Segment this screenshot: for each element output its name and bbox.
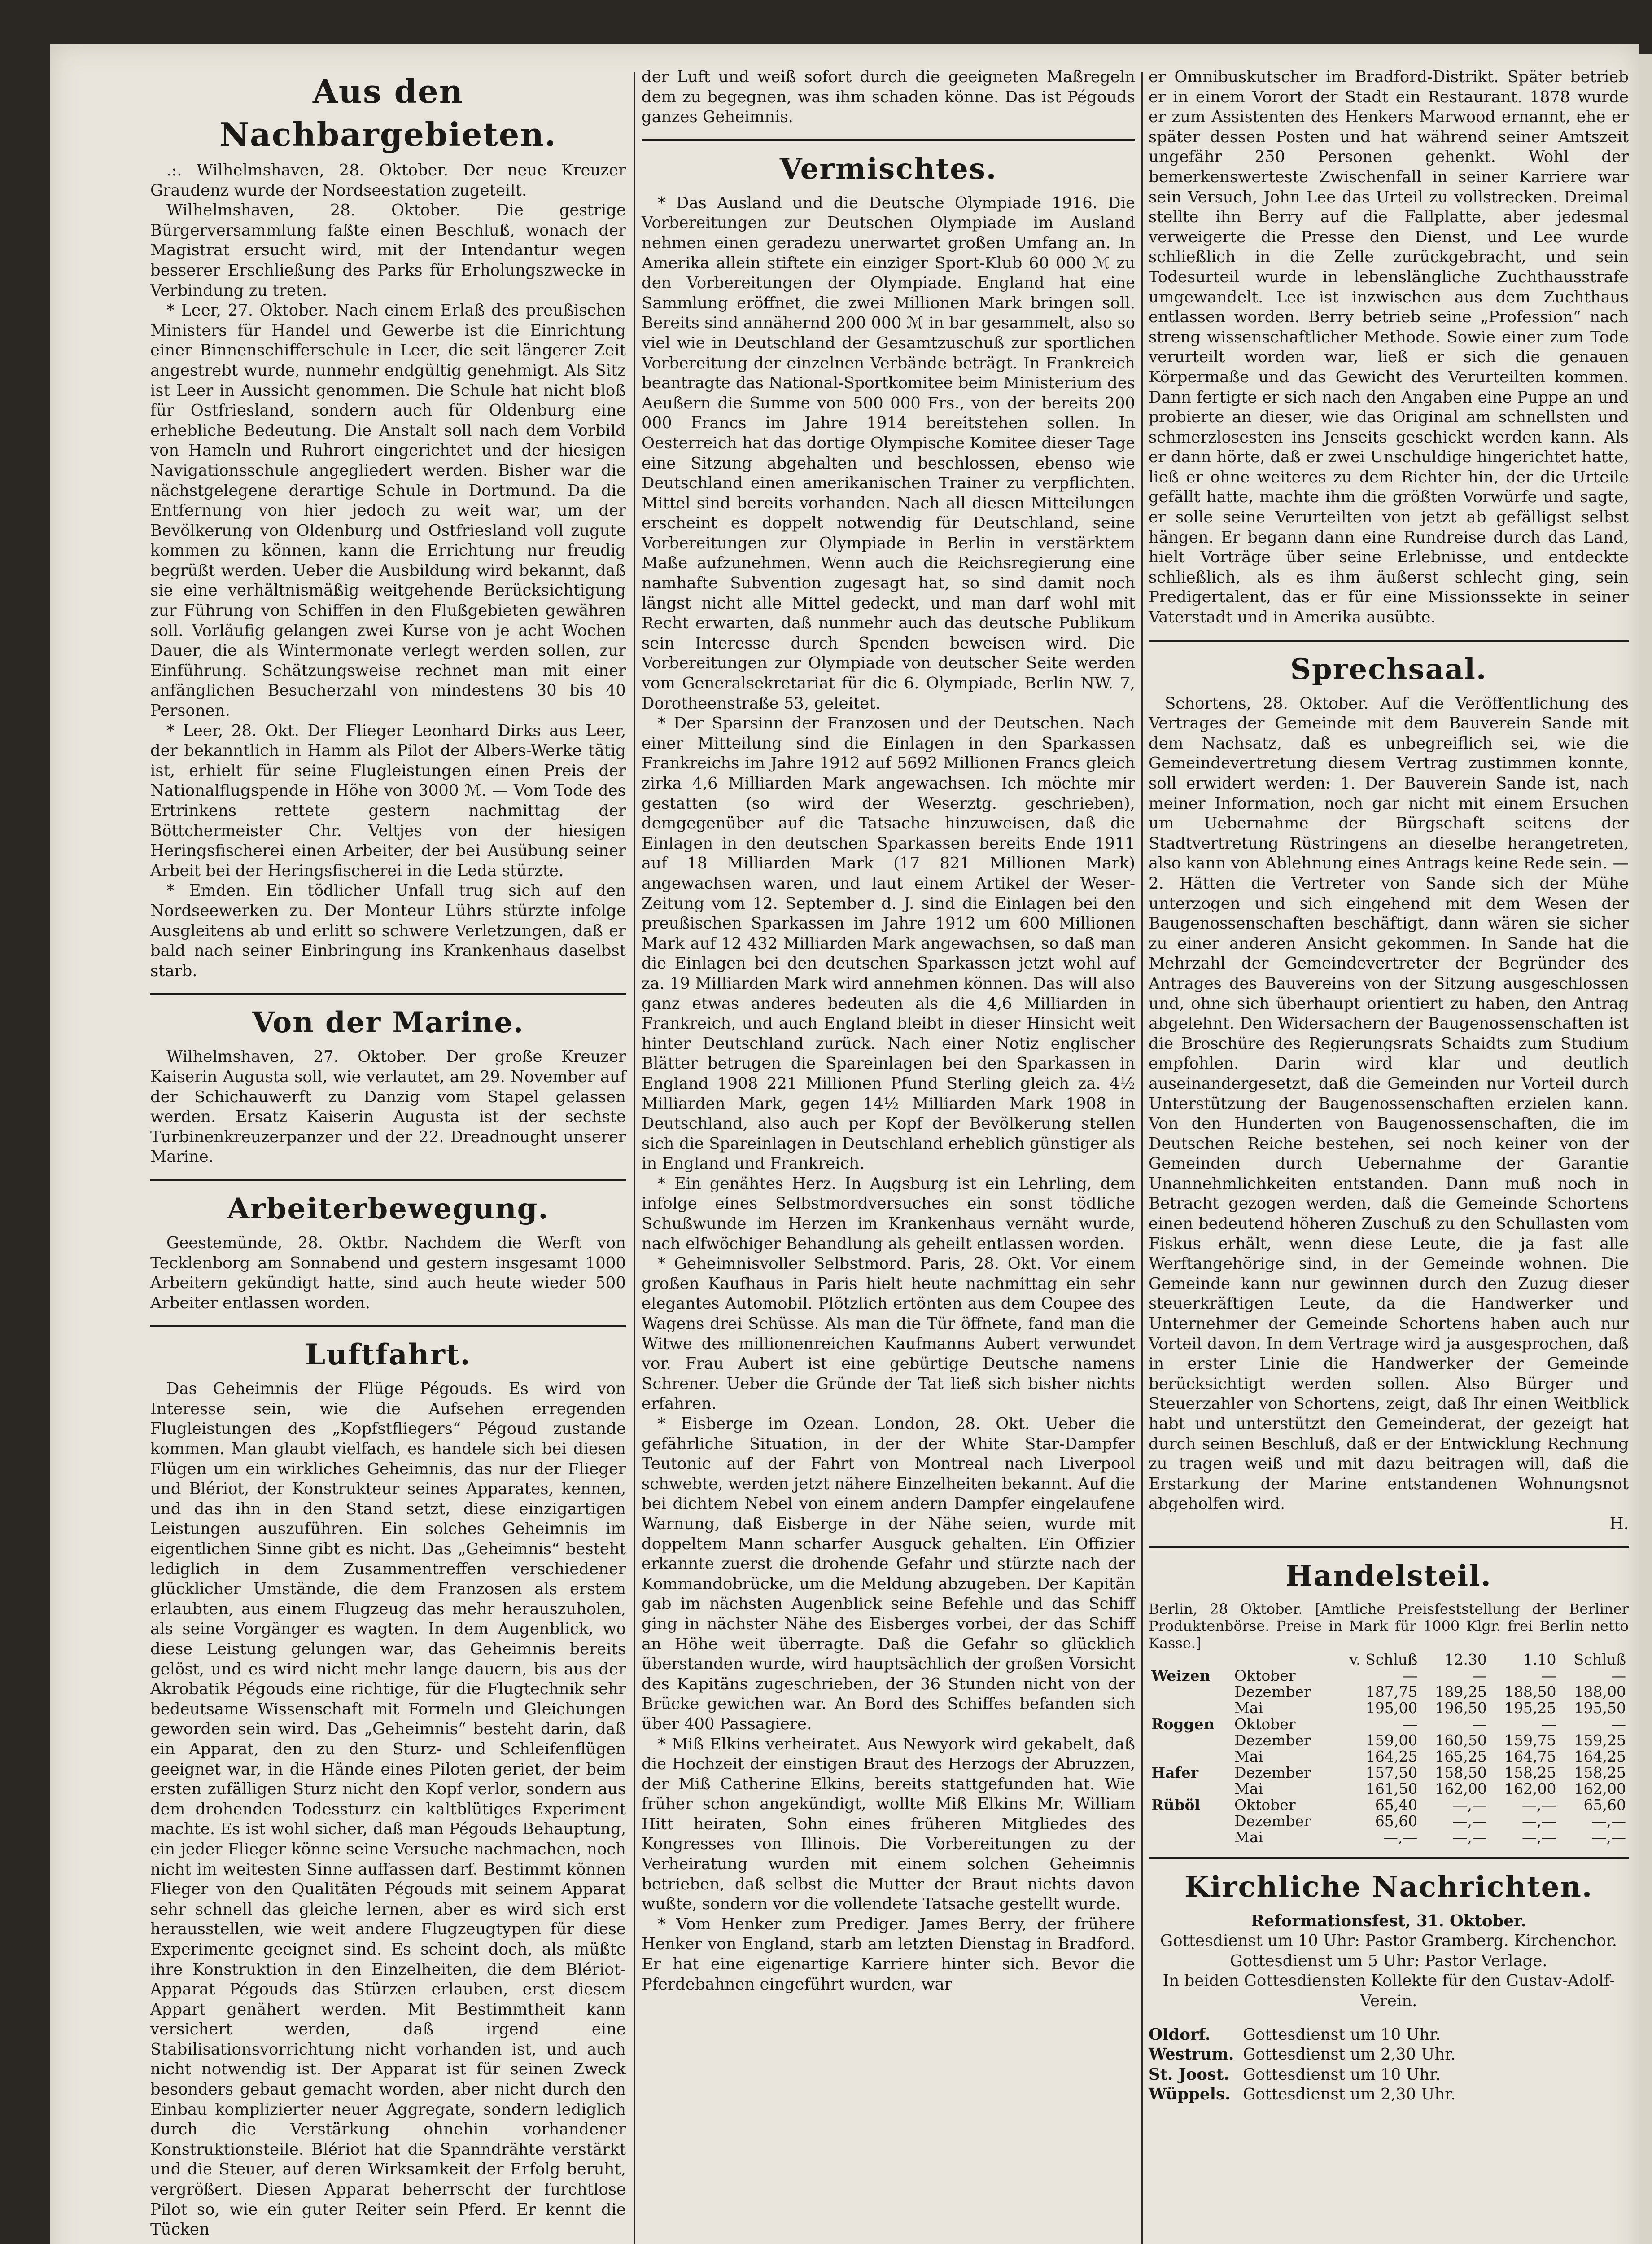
price-cell: 164,75 — [1504, 1747, 1556, 1765]
month-label: Mai — [1234, 1779, 1263, 1797]
table-row — [1149, 1749, 1629, 1765]
price-cell: 159,25 — [1574, 1731, 1626, 1749]
price-cell: 189,25 — [1435, 1683, 1487, 1701]
service-row — [1149, 2065, 1629, 2085]
table-row — [1149, 1781, 1629, 1797]
news-item: * Emden. Ein tödlicher Unfall trug sich auf den Nordseewerken zu. Der Monteur Lührs stürzte infolge Ausgleitens ab und erlitt so schwere Verletzungen, daß er bald nach seiner Einbringung ins Krankenhaus daselbst starb. — [150, 881, 626, 980]
news-item: * Ein genähtes Herz. In Augsburg ist ein Lehrling, dem infolge eines Selbstmordversuches ein sonst tödliche Schußwunde im Herzen im Krankenhaus vernäht wurde, nach elfwöchiger Behandlung als geheilt entlassen worden. — [642, 1174, 1135, 1253]
price-cell: — — [1403, 1666, 1418, 1684]
section-rule — [1149, 640, 1629, 642]
price-cell: 195,25 — [1504, 1699, 1556, 1717]
section-rule — [642, 139, 1135, 141]
place-name: Oldorf. — [1149, 2025, 1211, 2044]
month-label: Oktober — [1234, 1666, 1296, 1684]
price-cell: — — [1611, 1715, 1626, 1733]
service-time: Gottesdienst um 2,30 Uhr. — [1243, 2045, 1456, 2064]
news-item: * Geheimnisvoller Selbstmord. Paris, 28. Okt. Vor einem großen Kaufhaus in Paris hielt heute nachmittag ein sehr elegantes Automobil. Plötzlich ertönten aus dem Coupee des Wagens drei Schüsse. Als man die Tür öffnete, fand man die Witwe des millionenreichen Kaufmanns Aubert verwundet vor. Frau Aubert ist eine gebürtige Deutsche namens Schrener. Ueber die Gründe der Tat ließ sich bisher nichts erfahren. — [642, 1254, 1135, 1413]
column-header: 12.30 — [1444, 1650, 1487, 1668]
price-cell: 162,00 — [1504, 1779, 1556, 1797]
section-rule — [1149, 1857, 1629, 1859]
news-item: Wilhelmshaven, 28. Oktober. Die gestrige Bürgerversammlung faßte einen Beschluß, wonach der Magistrat ersucht wird, mit der Intendantur wegen besserer Erschließung des Parks für Erholungszwecke in Verbindung zu treten. — [150, 201, 626, 300]
continued-text: er Omnibuskutscher im Bradford-Distrikt. Später betrieb er in einem Vorort der Stadt ein Restaurant. 1878 wurde er zum Assistenten des Henkers Marwood ernannt, ehe er später dessen Posten und hat während seiner Amtszeit ungefähr 250 Personen gehenkt. Wohl der bemerkenswerteste Zwischenfall in seiner Karriere war sein Versuch, John Lee das Urteil zu vollstrecken. Dreimal stellte ihn Berry auf die Fallplatte, aber jedesmal verweigerte die Presse den Dienst, und Lee wurde schließlich in die Zelle zurückgebracht, und sein Todesurteil wurde in lebenslängliche Zuchthausstrafe umgewandelt. Lee ist inzwischen aus dem Zuchthaus entlassen worden. Berry betrieb seine „Profession“ nach streng wissenschaftlicher Methode. Sowie einer zum Tode verurteilt worden war, ließ er sich die genauen Körpermaße und das Gewicht des Verurteilten kommen. Dann fertigte er sich nach den Angaben eine Puppe an und probierte an dieser, wie das Original am schnellsten und schmerzlosesten ins Jenseits geschickt werden kann. Als er dann hörte, daß er zwei Unschuldige hingerichtet hatte, ließ er ohne weiteres zu dem Richter hin, der die Urteile gefällt hatte, machte ihm die größten Vorwürfe und sagte, er solle seine Verurteilten von jetzt ab gefälligst selbst hängen. Er begann dann eine Rundreise durch das Land, hielt Vorträge über seine Erlebnisse, und entdeckte schließlich, als es ihm äußerst schlecht ging, sein Predigertalent, das er für eine Missionssekte in seiner Vaterstadt und in Amerika ausübte. — [1149, 68, 1629, 627]
price-cell: 162,00 — [1574, 1779, 1626, 1797]
section-heading: Arbeiterbewegung. — [227, 1192, 549, 1226]
price-cell: —,— — [1591, 1812, 1626, 1830]
commodity-label — [1149, 1684, 1232, 1700]
column-header: Schluß — [1573, 1650, 1626, 1668]
section-rule — [150, 1179, 626, 1181]
table-row — [1149, 1716, 1629, 1732]
column-3 — [1149, 67, 1629, 2105]
commodity-label: Weizen — [1151, 1666, 1211, 1684]
service-time: Gottesdienst um 2,30 Uhr. — [1243, 2085, 1456, 2104]
price-cell: 188,50 — [1504, 1683, 1556, 1701]
news-item: Wilhelmshaven, 27. Oktober. Der große Kreuzer Kaiserin Augusta soll, wie verlautet, am 29. November auf der Schichauwerft zu Danzig vom Stapel gelassen werden. Ersatz Kaiserin Augusta ist der sechste Turbinenkreuzerpanzer und der 22. Dreadnought unserer Marine. — [150, 1047, 626, 1166]
signature: H. — [1609, 1514, 1629, 1533]
section-heading: Handelsteil. — [1285, 1559, 1492, 1593]
service-row — [1149, 2025, 1629, 2045]
column-divider — [1141, 72, 1143, 2244]
price-cell: 162,00 — [1435, 1779, 1487, 1797]
service-time: Gottesdienst um 10 Uhr. — [1243, 2025, 1441, 2044]
service-time: Gottesdienst um 10 Uhr. — [1243, 2065, 1441, 2084]
commodity-label — [1149, 1732, 1232, 1749]
price-cell: — — [1472, 1666, 1487, 1684]
price-cell: — — [1541, 1666, 1556, 1684]
commodity-label — [1149, 1829, 1232, 1845]
column-1 — [150, 67, 626, 2240]
market-header: Berlin, 28 Oktober. [Amtliche Preisfeststellung der Berliner Produktenbörse. Preise in Mark für 1000 Klgr. frei Berlin netto Kasse.] — [1149, 1600, 1629, 1652]
price-cell: 165,25 — [1435, 1747, 1487, 1765]
month-label: Dezember — [1234, 1683, 1311, 1701]
place-name: Wüppels. — [1149, 2085, 1231, 2104]
price-cell: —,— — [1522, 1812, 1556, 1830]
commodity-label: Hafer — [1151, 1763, 1199, 1781]
news-item: * Eisberge im Ozean. London, 28. Okt. Ueber die gefährliche Situation, in der der White Star-Dampfer Teutonic auf der Fahrt von Montreal nach Liverpool schwebte, werden jetzt nähere Einzelheiten bekannt. Auf die bei dichtem Nebel von einem andern Dampfer eingelaufene Warnung, daß Eisberge in der Nähe seien, wurde mit doppeltem Mann scharfer Ausguck gehalten. Ein Offizier erkannte zuerst die drohende Gefahr und stürzte nach der Kommandobrücke, um die Meldung abzugeben. Der Kapitän gab im nächsten Augenblick seine Befehle und das Schiff ging in nächster Nähe des Eisberges vorbei, der das Schiff an Höhe weit überragte. Daß die Gefahr so glücklich überstanden wurde, wird hauptsächlich der großen Vorsicht des Kapitäns zugeschrieben, der 36 Stunden nicht von der Brücke gewichen war. An Bord des Schiffes befanden sich über 400 Passagiere. — [642, 1415, 1135, 1733]
church-service: Gottesdienst um 10 Uhr: Pastor Gramberg. Kirchenchor. — [1160, 1932, 1617, 1950]
price-cell: 157,50 — [1365, 1763, 1418, 1781]
table-row — [1149, 1797, 1629, 1813]
news-item: * Vom Henker zum Prediger. James Berry, der frühere Henker von England, starb am letzten Dienstag in Bradford. Er hat eine eigenartige Karriere hinter sich. Bevor die Pferdebahnen eingeführt wurden, war — [642, 1915, 1135, 1994]
price-cell: —,— — [1522, 1796, 1556, 1814]
church-event: Reformationsfest, 31. Oktober. — [1251, 1911, 1526, 1930]
table-row — [1149, 1765, 1629, 1781]
price-cell: 164,25 — [1574, 1747, 1626, 1765]
price-cell: 160,50 — [1435, 1731, 1487, 1749]
price-cell: 188,00 — [1574, 1683, 1626, 1701]
news-item: * Der Sparsinn der Franzosen und der Deutschen. Nach einer Mitteilung sind die Einlagen in den Sparkassen Frankreichs im Jahre 1912 auf 5692 Millionen Francs gleich zirka 4,6 Milliarden Mark angewachsen. Ich möchte mir gestatten (so wird der Weserztg. geschrieben), demgegenüber auf die Tatsache hinzuweisen, daß die Einlagen in den deutschen Sparkassen bereits Ende 1911 auf 18 Milliarden Mark (17 821 Millionen Mark) angewachsen waren, und laut einem Artikel der Weser-Zeitung vom 12. September d. J. sind die Einlagen bei den preußischen Sparkassen im Jahre 1912 um 600 Millionen Mark auf 12 432 Milliarden Mark angewachsen, so daß man die Einlagen bei den deutschen Sparkassen jetzt wohl auf za. 19 Milliarden Mark wird annehmen können. Das will also ganz etwas anderes bedeuten als die 4,6 Milliarden in Frankreich, und auch England bleibt in dieser Hinsicht weit hinter Deutschland zurück. Nach einer Notiz englischer Blätter betrugen die Spareinlagen bei den Sparkassen in England 1908 221 Millionen Pfund Sterling gleich za. 4½ Milliarden Mark, gegen 14½ Milliarden Mark 1908 in Deutschland, also auch per Kopf der Bevölkerung stellen sich die Spareinlagen in Deutschland erheblich günstiger als in England und Frankreich. — [642, 714, 1135, 1173]
price-cell: 195,00 — [1365, 1699, 1418, 1717]
price-table — [1149, 1652, 1629, 1845]
news-item: * Leer, 27. Oktober. Nach einem Erlaß des preußischen Ministers für Handel und Gewerbe ist die Einrichtung einer Binnenschifferschule in Leer, die seit längerer Zeit angestrebt wurde, nunmehr endgültig genehmigt. Als Sitz ist Leer in Aussicht genommen. Die Schule hat nicht bloß für Ostfriesland, sondern auch für Oldenburg eine erhebliche Bedeutung. Die Anstalt soll nach dem Vorbild von Hameln und Ruhrort eingerichtet und der hiesigen Navigationsschule angegliedert werden. Bisher war die nächstgelegene derartige Schule in Dortmund. Da die Entfernung von hier jedoch zu weit war, um der Bevölkerung von Oldenburg und Ostfriesland voll zugute kommen zu können, kann die Errichtung nur freudig begrüßt werden. Ueber die Ausbildung wird bekannt, daß sie eine verhältnismäßig weitgehende Berücksichtigung zur Führung von Schiffen in den Flußgebieten gewähren soll. Vorläufig gelangen zwei Kurse von je acht Wochen Dauer, die als Wintermonate verlegt werden sollen, zur Einführung. Schätzungsweise rechnet man mit einer anfänglichen Besucherzahl von mindestens 30 bis 40 Personen. — [150, 301, 626, 720]
section-rule — [150, 1325, 626, 1327]
section-rule — [150, 993, 626, 995]
price-cell: —,— — [1452, 1796, 1487, 1814]
price-cell: — — [1403, 1715, 1418, 1733]
price-cell: — — [1611, 1666, 1626, 1684]
section-heading: Sprechsaal. — [1290, 652, 1487, 686]
price-cell: —,— — [1452, 1828, 1487, 1846]
price-cell: 187,75 — [1365, 1683, 1418, 1701]
place-name: St. Joost. — [1149, 2065, 1229, 2084]
column-2 — [642, 67, 1135, 1994]
price-cell: 159,75 — [1504, 1731, 1556, 1749]
commodity-label — [1149, 1781, 1232, 1797]
church-service: Gottesdienst um 5 Uhr: Pastor Verlage. — [1230, 1951, 1547, 1970]
price-cell: 164,25 — [1365, 1747, 1418, 1765]
commodity-label — [1149, 1813, 1232, 1829]
church-collection: In beiden Gottesdiensten Kollekte für den Gustav-Adolf-Verein. — [1163, 1972, 1615, 2010]
table-header-row — [1149, 1652, 1629, 1668]
price-cell: —,— — [1452, 1812, 1487, 1830]
service-list — [1149, 2025, 1629, 2105]
section-heading: Kirchliche Nachrichten. — [1184, 1870, 1593, 1904]
section-heading: Von der Marine. — [252, 1006, 524, 1040]
commodity-label: Roggen — [1151, 1715, 1215, 1733]
month-label: Oktober — [1234, 1715, 1296, 1733]
price-cell: 65,40 — [1375, 1796, 1418, 1814]
column-header: v. Schluß — [1349, 1650, 1418, 1668]
continued-text: der Luft und weiß sofort durch die geeigneten Maßregeln dem zu begegnen, was ihm schaden könne. Das ist Pégouds ganzes Geheimnis. — [642, 68, 1135, 127]
price-cell: —,— — [1522, 1828, 1556, 1846]
table-row — [1149, 1700, 1629, 1716]
price-cell: 159,00 — [1365, 1731, 1418, 1749]
commodity-label — [1149, 1700, 1232, 1716]
section-heading: Vermischtes. — [779, 152, 997, 186]
section-heading: Aus den Nachbargebieten. — [219, 72, 557, 153]
table-row — [1149, 1813, 1629, 1829]
price-cell: — — [1541, 1715, 1556, 1733]
price-cell: 158,25 — [1504, 1763, 1556, 1781]
news-item: * Miß Elkins verheiratet. Aus Newyork wird gekabelt, daß die Hochzeit der einstigen Braut des Herzogs der Abruzzen, der Miß Catherine Elkins, bereits stattgefunden hat. Wie früher schon angekündigt, wollte Miß Elkins Mr. William Hitt heiraten, Sohn eines früheren Mitgliedes des Kongresses von Illinois. Die Vorbereitungen zu der Verheiratung wurden mit einem solchen Geheimnis betrieben, daß selbst die Mutter der Braut nichts davon wußte, sondern vor die vollendete Tatsache gestellt wurde. — [642, 1735, 1135, 1914]
section-rule — [1149, 1546, 1629, 1548]
price-cell: 158,25 — [1574, 1763, 1626, 1781]
price-cell: —,— — [1383, 1828, 1418, 1846]
price-cell: 65,60 — [1375, 1812, 1418, 1830]
month-label: Mai — [1234, 1828, 1263, 1846]
price-cell: 158,50 — [1435, 1763, 1487, 1781]
commodity-label — [1149, 1749, 1232, 1765]
table-row — [1149, 1684, 1629, 1700]
news-item: * Das Ausland und die Deutsche Olympiade 1916. Die Vorbereitungen zur Deutschen Olympiade im Ausland nehmen einen geradezu unerwartet großen Umfang an. In Amerika allein stiftete ein einziger Sport-Klub 60 000 ℳ zu den Vorbereitungen der Olympiade. England hat eine Sammlung eröffnet, die zwei Millionen Mark bringen soll. Bereits sind annähernd 200 000 ℳ in bar gesammelt, also so viel wie in Deutschland der Gesamtzuschuß zur sportlichen Vorbereitung der einzelnen Verbände beträgt. In Frankreich beantragte das National-Sportkomitee beim Ministerium des Aeußern die Summe von 500 000 Frs., von der bereits 200 000 Francs im Jahre 1914 bereitstehen sollen. In Oesterreich hat das dortige Olympische Komitee dieser Tage eine Sitzung abgehalten und beschlossen, ebenso wie Deutschland einen amerikanischen Trainer zu verpflichten. Mittel sind bereits vorhanden. Nach all diesen Mitteilungen erscheint es doppelt notwendig für Deutschland, seine Vorbereitungen zur Olympiade in Berlin in verstärktem Maße aufzunehmen. Wenn auch die Reichsregierung eine namhafte Subvention zugesagt hat, so sind damit noch längst nicht alle Mittel gedeckt, und man darf wohl mit Recht erwarten, daß nunmehr auch das deutsche Publikum sein Interesse durch Spenden beweisen wird. Die Vorbereitungen zur Olympiade von deutscher Seite werden vom Generalsekretariat für die 6. Olympiade, Berlin NW. 7, Dorotheenstraße 53, geleitet. — [642, 193, 1136, 713]
month-label: Dezember — [1234, 1731, 1311, 1749]
price-cell: 195,50 — [1574, 1699, 1626, 1717]
price-cell: — — [1472, 1715, 1487, 1733]
section-heading: Luftfahrt. — [305, 1338, 471, 1372]
price-cell: 65,60 — [1583, 1796, 1626, 1814]
service-row — [1149, 2045, 1629, 2065]
adjacent-page-edge — [1639, 54, 1652, 2244]
service-row — [1149, 2085, 1629, 2105]
month-label: Mai — [1234, 1699, 1263, 1717]
letter-to-editor: Schortens, 28. Oktober. Auf die Veröffentlichung des Vertrages der Gemeinde mit dem Bauverein Sande mit dem Nachsatz, daß es unbegreiflich sei, wie die Gemeindevertretung diesem Vertrag zustimmen konnte, soll erwidert werden: 1. Der Bauverein Sande ist, nach meiner Information, noch gar nicht mit einem Ersuchen um Uebernahme der Bürgschaft seitens der Stadtvertretung Rüstringens an dieselbe herangetreten, also kann von Ablehnung eines Antrags keine Rede sein. — 2. Hätten die Vertreter von Sande sich der Mühe unterzogen und sich eingehend mit dem Wesen der Baugenossenschaften beschäftigt, dann wären sie sicher zu einer anderen Ansicht gekommen. In Sande hat die Mehrzahl der Gemeindevertreter der Begründer des Antrages des Bauvereins von der Sitzung ausgeschlossen und, ohne sich überhaupt orientiert zu haben, den Antrag abgelehnt. Den Widersachern der Baugenossenschaften ist die Broschüre des Regierungsrats Schaidts zum Studium empfohlen. Darin wird klar und deutlich auseinandergesetzt, daß die Gemeinden nur Vorteil durch Unterstützung der Baugenossenschaften erzielen kann. Von den Hunderten von Baugenossenschaften, die im Deutschen Reiche bestehen, sei noch keiner von der Gemeinden durch Uebernahme der Garantie Unannehmlichkeiten entstanden. Dann muß noch in Betracht gezogen werden, daß die Gemeinde Schortens einen bedeutend höheren Zuschuß zu den Schullasten vom Fiskus erhält, wenn diese Leute, die ja fast alle Werftangehörige sind, in der Gemeinde wohnen. Die Gemeinde kann nur gewinnen durch den Zuzug dieser steuerkräftigen Leute, da die Handwerker und Unternehmer der Gemeinde Schortens haben auch nur Vorteil davon. In dem Vertrage wird ja ausgesprochen, daß in erster Linie die Handwerker der Gemeinde berücksichtigt werden sollen. Also Bürger und Steuerzahler von Schortens, zeigt, daß Ihr einen Weitblick habt und unterstützt den Gemeinderat, der gezeigt hat durch seinen Beschluß, daß er der Entwicklung Rechnung zu tragen weiß und mit dazu beitragen will, daß die Erstarkung der Marine entstandenen Wohnungsnot abgeholfen wird. — [1149, 694, 1629, 1513]
month-label: Oktober — [1234, 1796, 1296, 1814]
price-cell: 196,50 — [1435, 1699, 1487, 1717]
month-label: Mai — [1234, 1747, 1263, 1765]
news-item: Geestemünde, 28. Oktbr. Nachdem die Werft von Tecklenborg am Sonnabend und gestern insgesamt 1000 Arbeitern gekündigt hatte, sind auch heute wieder 500 Arbeiter entlassen worden. — [150, 1233, 626, 1312]
month-label: Dezember — [1234, 1812, 1311, 1830]
table-row — [1149, 1732, 1629, 1749]
place-name: Westrum. — [1149, 2045, 1234, 2064]
table-row — [1149, 1668, 1629, 1684]
news-item: * Leer, 28. Okt. Der Flieger Leonhard Dirks aus Leer, der bekanntlich in Hamm als Pilot der Albers-Werke tätig ist, erhielt für seine Flugleistungen einen Preis der Nationalflugspende in Höhe von 3000 ℳ. — Vom Tode des Ertrinkens rettete gestern nachmittag der Böttchermeister Chr. Veltjes von der hiesigen Heringsfischerei einen Arbeiter, der bei Ausübung seiner Arbeit bei der Heringsfischerei in die Leda stürzte. — [150, 721, 626, 880]
news-item: Das Geheimnis der Flüge Pégouds. Es wird von Interesse sein, wie die Aufsehen erregenden Flugleistungen des „Kopfstfliegers“ Pégoud zustande kommen. Man glaubt vielfach, es handele sich bei diesen Flügen um ein wirkliches Geheimnis, das nur der Flieger und Blériot, der Konstrukteur seines Apparates, kennen, und das ihn in den Stand setzt, diese einzigartigen Leistungen auszuführen. Ein solches Geheimnis im eigentlichen Sinne gibt es nicht. Das „Geheimnis“ besteht lediglich in dem Zusammentreffen verschiedener glücklicher Umstände, die dem Franzosen als erstem erlaubten, aus einem Flugzeug das mehr herauszuholen, als seine Vorgänger es wagten. In dem Augenblick, wo diese Leistung gelungen war, das Geheimnis bereits gelöst, und es wird nicht mehr lange dauern, bis aus der Akrobatik Pégouds eine richtige, für die Flugtechnik sehr bedeutsame Wissenschaft mit Formeln und Gleichungen geworden sein wird. Das „Geheimnis“ besteht darin, daß ein Apparat, den zu den Sturz- und Schleifenflügen geeignet war, in die Hände eines Piloten geriet, der beim ersten zufälligen Sturz nicht den Kopf verlor, sondern aus dem drohenden Todessturz ein kaltblütiges Experiment machte. Es ist wohl sicher, daß man Pégouds Behauptung, ein jeder Flieger könne seine Versuche nachmachen, noch nicht im weitesten Sinne auffassen darf. Bestimmt können Flieger von den Qualitäten Pégouds mit seinem Apparat sehr schnell das gleiche lernen, aber es wird sich erst herausstellen, wie weit andere Flugzeugtypen für diese Experimente geeignet sind. Es scheint doch, als müßte ihre Konstruktion in den Einzelheiten, die dem Blériot-Apparat Pégouds das Stürzen erlauben, erst diesem Appart genähert werden. Mit Bestimmtheit kann versichert werden, daß irgend eine Stabilisationsvorrichtung nicht vorhanden ist, und auch nicht notwendig ist. Der Apparat ist für seinen Zweck besonders gebaut gemacht worden, aber nicht durch den Einbau komplizierter neuer Aggregate, sondern lediglich durch die Verstärkung ohnehin vorhandener Konstruktionsteile. Blériot hat die Spanndrähte verstärkt und die Steuer, auf deren Wirksamkeit der Erfolg beruht, vergrößert. Diesen Apparat beherrscht der furchtlose Pilot so, wie ein guter Reiter sein Pferd. Er kennt die Tücken — [150, 1380, 626, 2239]
price-cell: 161,50 — [1365, 1779, 1418, 1797]
price-cell: —,— — [1591, 1828, 1626, 1846]
month-label: Dezember — [1234, 1763, 1311, 1781]
news-item: .:. Wilhelmshaven, 28. Oktober. Der neue Kreuzer Graudenz wurde der Nordseestation zugeteilt. — [150, 161, 626, 200]
commodity-label: Rüböl — [1151, 1796, 1201, 1814]
column-divider — [634, 72, 635, 2244]
column-header: 1.10 — [1523, 1650, 1556, 1668]
table-row — [1149, 1829, 1629, 1845]
